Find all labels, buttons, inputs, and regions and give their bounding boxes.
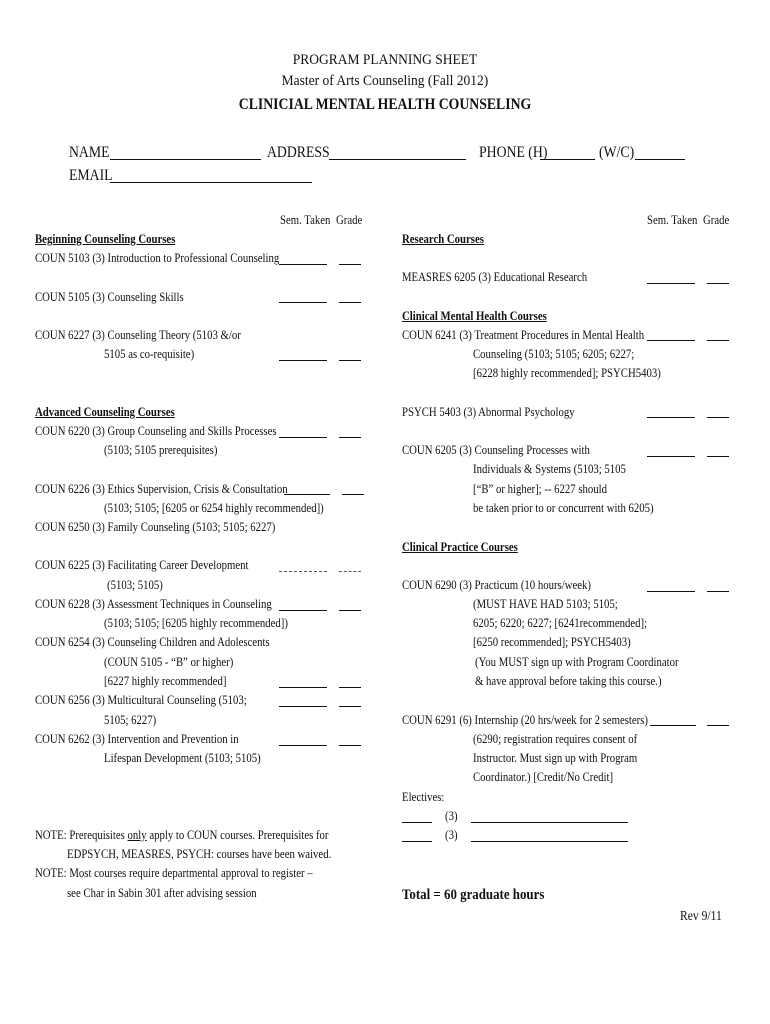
course-psych5403: PSYCH 5403 (3) Abnormal Psychology bbox=[402, 405, 575, 419]
elective-credits: (3) bbox=[445, 828, 458, 842]
course-coun6262-note: Lifespan Development (5103; 5105) bbox=[104, 751, 261, 765]
course-coun6225: COUN 6225 (3) Facilitating Career Development bbox=[35, 558, 249, 572]
sem-blank[interactable] bbox=[647, 283, 695, 284]
grade-blank[interactable] bbox=[339, 302, 361, 303]
grade-blank[interactable] bbox=[339, 437, 361, 438]
note-text: NOTE: Prerequisites bbox=[35, 828, 128, 842]
elective-sem-blank[interactable] bbox=[402, 841, 432, 842]
practice-courses-heading: Clinical Practice Courses bbox=[402, 540, 518, 554]
beginning-courses-heading: Beginning Counseling Courses bbox=[35, 232, 176, 246]
sem-blank[interactable] bbox=[279, 302, 327, 303]
course-coun6220-note: (5103; 5105 prerequisites) bbox=[104, 443, 218, 457]
course-coun6256: COUN 6256 (3) Multicultural Counseling (5103; bbox=[35, 693, 247, 707]
sem-blank[interactable] bbox=[284, 494, 330, 495]
total-hours: Total = 60 graduate hours bbox=[402, 887, 545, 903]
note-prerequisites-cont: EDPSYCH, MEASRES, PSYCH: courses have been waived. bbox=[67, 847, 332, 861]
course-coun6290: COUN 6290 (3) Practicum (10 hours/week) bbox=[402, 578, 591, 592]
electives-label: Electives: bbox=[402, 790, 445, 804]
course-coun6254-note2: [6227 highly recommended] bbox=[104, 674, 227, 688]
grade-blank[interactable] bbox=[707, 591, 729, 592]
course-coun6226: COUN 6226 (3) Ethics Supervision, Crisis & Consultation bbox=[35, 482, 288, 496]
grade-blank[interactable] bbox=[339, 571, 361, 572]
sem-taken-header-left: Sem. Taken bbox=[280, 213, 331, 227]
elective-credits: (3) bbox=[445, 809, 458, 823]
sem-blank[interactable] bbox=[647, 340, 695, 341]
course-coun6228-note: (5103; 5105; [6205 highly recommended]) bbox=[104, 616, 288, 630]
grade-blank[interactable] bbox=[707, 456, 729, 457]
course-coun6241-note2: [6228 highly recommended]; PSYCH5403) bbox=[473, 366, 661, 380]
grade-header-right: Grade bbox=[703, 213, 730, 227]
grade-blank[interactable] bbox=[707, 283, 729, 284]
sem-blank[interactable] bbox=[647, 456, 695, 457]
grade-blank[interactable] bbox=[339, 687, 361, 688]
sem-blank[interactable] bbox=[279, 437, 327, 438]
grade-blank[interactable] bbox=[339, 745, 361, 746]
clinical-courses-heading: Clinical Mental Health Courses bbox=[402, 309, 547, 323]
course-coun6291-note: (6290; registration requires consent of bbox=[473, 732, 638, 746]
phone-work-label: (W/C) bbox=[599, 144, 635, 161]
course-coun6228: COUN 6228 (3) Assessment Techniques in Counseling bbox=[35, 597, 272, 611]
revision-label: Rev 9/11 bbox=[680, 908, 722, 923]
advanced-courses-heading: Advanced Counseling Courses bbox=[35, 405, 175, 419]
course-coun6226-note: (5103; 5105; [6205 or 6254 highly recommended]) bbox=[104, 501, 324, 515]
sem-taken-header-right: Sem. Taken bbox=[647, 213, 698, 227]
grade-blank[interactable] bbox=[707, 417, 729, 418]
note-approval-cont: see Char in Sabin 301 after advising session bbox=[67, 886, 257, 900]
grade-blank[interactable] bbox=[339, 360, 361, 361]
course-coun6262: COUN 6262 (3) Intervention and Prevention in bbox=[35, 732, 239, 746]
sem-blank[interactable] bbox=[279, 687, 327, 688]
research-courses-heading: Research Courses bbox=[402, 232, 484, 246]
phone-home-field[interactable] bbox=[540, 159, 595, 160]
course-coun5105: COUN 5105 (3) Counseling Skills bbox=[35, 290, 184, 304]
note-prerequisites bbox=[35, 826, 329, 845]
email-label: EMAIL bbox=[69, 167, 113, 184]
phone-home-label: PHONE (H) bbox=[479, 144, 548, 161]
sem-blank[interactable] bbox=[279, 610, 327, 611]
course-coun6205-note: Individuals & Systems (5103; 5105 bbox=[473, 462, 626, 476]
grade-blank[interactable] bbox=[339, 610, 361, 611]
sem-blank[interactable] bbox=[279, 360, 327, 361]
course-coun6205: COUN 6205 (3) Counseling Processes with bbox=[402, 443, 590, 457]
note-text: apply to COUN courses. Prerequisites for bbox=[146, 828, 329, 842]
course-coun6205-note2: [“B” or higher]; -- 6227 should bbox=[473, 482, 608, 496]
course-coun6227: COUN 6227 (3) Counseling Theory (5103 &/or bbox=[35, 328, 241, 342]
email-field[interactable] bbox=[110, 182, 312, 183]
sem-blank[interactable] bbox=[279, 745, 327, 746]
address-label: ADDRESS bbox=[267, 144, 330, 161]
program-name: CLINICIAL MENTAL HEALTH COUNSELING bbox=[238, 96, 532, 113]
course-coun6290-note5: & have approval before taking this course.) bbox=[475, 674, 662, 688]
sem-blank[interactable] bbox=[279, 264, 327, 265]
elective-course-blank[interactable] bbox=[471, 841, 628, 842]
course-coun6205-note3: be taken prior to or concurrent with 6205) bbox=[473, 501, 654, 515]
course-coun6227-note: 5105 as co-requisite) bbox=[104, 347, 195, 361]
sem-blank[interactable] bbox=[650, 725, 696, 726]
course-coun6291: COUN 6291 (6) Internship (20 hrs/week for 2 semesters) bbox=[402, 713, 649, 727]
page-title: PROGRAM PLANNING SHEET bbox=[292, 52, 478, 68]
course-coun6250: COUN 6250 (3) Family Counseling (5103; 5105; 6227) bbox=[35, 520, 276, 534]
name-label: NAME bbox=[69, 144, 110, 161]
note-emphasis: only bbox=[127, 828, 147, 842]
sem-blank[interactable] bbox=[647, 417, 695, 418]
course-coun6291-note2: Instructor. Must sign up with Program bbox=[473, 751, 638, 765]
course-coun6225-note: (5103; 5105) bbox=[107, 578, 163, 592]
course-measres6205: MEASRES 6205 (3) Educational Research bbox=[402, 270, 588, 284]
grade-blank[interactable] bbox=[339, 706, 361, 707]
course-coun6290-note4: (You MUST sign up with Program Coordinator bbox=[475, 655, 679, 669]
course-coun6290-note3: [6250 recommended]; PSYCH5403) bbox=[473, 635, 631, 649]
sem-blank[interactable] bbox=[279, 706, 327, 707]
grade-header-left: Grade bbox=[336, 213, 363, 227]
course-coun6254: COUN 6254 (3) Counseling Children and Adolescents bbox=[35, 635, 270, 649]
elective-course-blank[interactable] bbox=[471, 822, 628, 823]
address-field[interactable] bbox=[329, 159, 466, 160]
course-coun6290-note2: 6205; 6220; 6227; [6241recommended]; bbox=[473, 616, 648, 630]
grade-blank[interactable] bbox=[707, 340, 729, 341]
course-coun6291-note3: Coordinator.) [Credit/No Credit] bbox=[473, 770, 614, 784]
course-coun6290-note: (MUST HAVE HAD 5103; 5105; bbox=[473, 597, 618, 611]
course-coun5103: COUN 5103 (3) Introduction to Professional Counseling bbox=[35, 251, 280, 265]
page-subtitle: Master of Arts Counseling (Fall 2012) bbox=[281, 73, 489, 89]
grade-blank[interactable] bbox=[339, 264, 361, 265]
course-coun6241: COUN 6241 (3) Treatment Procedures in Mental Health bbox=[402, 328, 645, 342]
name-field[interactable] bbox=[110, 159, 261, 160]
sem-blank[interactable] bbox=[647, 591, 695, 592]
grade-blank[interactable] bbox=[707, 725, 729, 726]
course-coun6254-note: (COUN 5105 - “B” or higher) bbox=[104, 655, 234, 669]
grade-blank[interactable] bbox=[342, 494, 364, 495]
elective-sem-blank[interactable] bbox=[402, 822, 432, 823]
course-coun6241-note: Counseling (5103; 5105; 6205; 6227; bbox=[473, 347, 635, 361]
phone-work-field[interactable] bbox=[635, 159, 685, 160]
course-coun6256-note: 5105; 6227) bbox=[104, 713, 157, 727]
note-approval: NOTE: Most courses require departmental approval to register – bbox=[35, 866, 313, 880]
sem-blank[interactable] bbox=[279, 571, 327, 572]
course-coun6220: COUN 6220 (3) Group Counseling and Skills Processes bbox=[35, 424, 277, 438]
